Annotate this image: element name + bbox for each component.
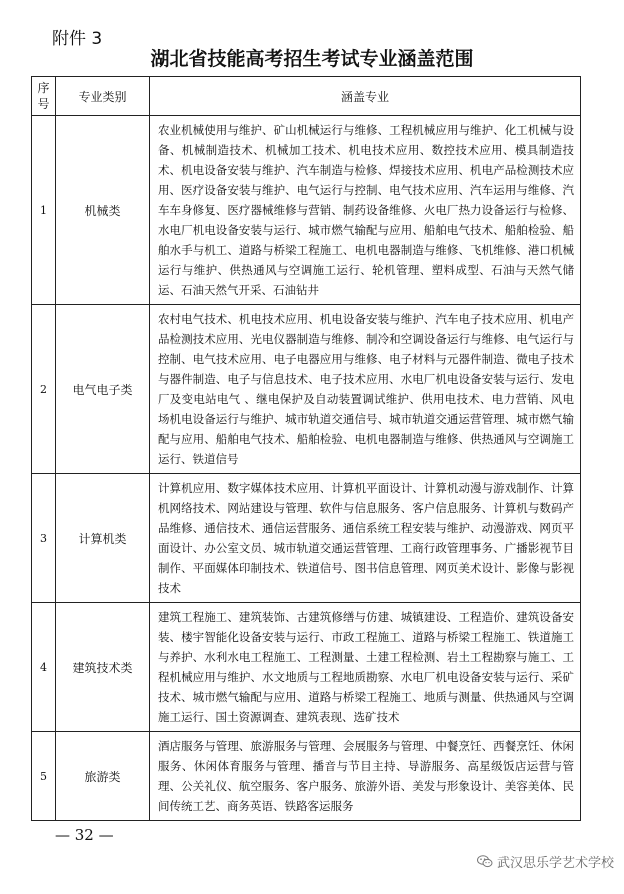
page-number: — 32 — — [55, 826, 114, 844]
document-title: 湖北省技能高考招生考试专业涵盖范围 — [150, 48, 474, 70]
table-header-row — [32, 77, 581, 116]
row-no: 4 — [32, 603, 56, 732]
row-no: 2 — [32, 305, 56, 474]
row-majors: 酒店服务与管理、旅游服务与管理、会展服务与管理、中餐烹饪、西餐烹饪、休闲服务、休闲体育服务与管理、播音与节目主持、导游服务、高星级饭店运营与管理、公关礼仪、航空服务、客户服务、旅游外语、美发与形象设计、美容美体、民间传统工艺、商务英语、铁路客运服务 — [150, 732, 581, 821]
row-no: 5 — [32, 732, 56, 821]
watermark-text: 武汉思乐学艺术学校 — [496, 856, 614, 871]
table-row — [32, 305, 581, 474]
header-category: 专业类别 — [56, 77, 150, 116]
row-majors: 建筑工程施工、建筑装饰、古建筑修缮与仿建、城镇建设、工程造价、建筑设备安装、楼宇智能化设备安装与运行、市政工程施工、道路与桥梁工程施工、铁道施工与养护、水利水电工程施工、工程测量、土建工程检测、岩土工程勘察与施工、工程机械应用与维护、水文地质与工程地质勘察、水电厂机电设备安装与运行、采矿技术、城市燃气输配与应用、道路与桥梁工程施工、地质与测量、供热通风与空调施工运行、国土资源调查、建筑表现、选矿技术 — [150, 603, 581, 732]
row-majors: 计算机应用、数字媒体技术应用、计算机平面设计、计算机动漫与游戏制作、计算机网络技术、网站建设与管理、软件与信息服务、客户信息服务、计算机与数码产品维修、通信技术、通信运营服务、通信系统工程安装与维护、动漫游戏、网页平面设计、办公室文员、城市轨道交通运营管理、工商行政管理事务、广播影视节目制作、平面媒体印制技术、铁道信号、图书信息管理、网页美术设计、影像与影视技术 — [150, 474, 581, 603]
table-row — [32, 603, 581, 732]
header-no: 序 号 — [32, 77, 56, 116]
row-category: 旅游类 — [56, 732, 150, 821]
row-category: 计算机类 — [56, 474, 150, 603]
row-no: 3 — [32, 474, 56, 603]
watermark — [477, 852, 614, 871]
row-category: 电气电子类 — [56, 305, 150, 474]
row-no: 1 — [32, 116, 56, 305]
row-majors: 农业机械使用与维护、矿山机械运行与维修、工程机械应用与维护、化工机械与设备、机械制造技术、机械加工技术、机电技术应用、数控技术应用、模具制造技术、机电设备安装与维护、汽车制造与检修、焊接技术应用、机电产品检测技术应用、医疗设备安装与维护、电气运行与控制、电气技术应用、汽车运用与维修、汽车车身修复、医疗器械维修与营销、制药设备维修、火电厂热力设备运行与检修、水电厂机电设备安装与运行、城市燃气输配与应用、船舶电气技术、船舶检验、船舶水手与机工、道路与桥梁工程施工、电机电器制造与维修、飞机维修、港口机械运行与维护、供热通风与空调施工运行、轮机管理、塑料成型、石油与天然气储运、石油天然气开采、石油钻井 — [150, 116, 581, 305]
attachment-label: 附件 3 — [52, 29, 103, 49]
table-row — [32, 474, 581, 603]
header-majors: 涵盖专业 — [150, 77, 581, 116]
row-category: 机械类 — [56, 116, 150, 305]
row-majors: 农村电气技术、机电技术应用、机电设备安装与维护、汽车电子技术应用、机电产品检测技术应用、光电仪器制造与维修、制冷和空调设备运行与维修、电气运行与控制、电气技术应用、电子电器应用与维修、电子材料与元器件制造、微电子技术与器件制造、电子与信息技术、电子技术应用、水电厂机电设备安装与运行、发电厂及变电站电气 、继电保护及自动装置调试维护、供用电技术、电力营销、风电场机电设备运行与维护、城市轨道交通信号、城市轨道交通运营管理、城市燃气输配与应用、船舶电气技术、船舶检验、电机电器制造与维修、供热通风与空调施工运行、铁道信号 — [150, 305, 581, 474]
table-row — [32, 116, 581, 305]
wechat-icon — [477, 855, 493, 868]
majors-table — [31, 76, 581, 821]
table-row — [32, 732, 581, 821]
row-category: 建筑技术类 — [56, 603, 150, 732]
